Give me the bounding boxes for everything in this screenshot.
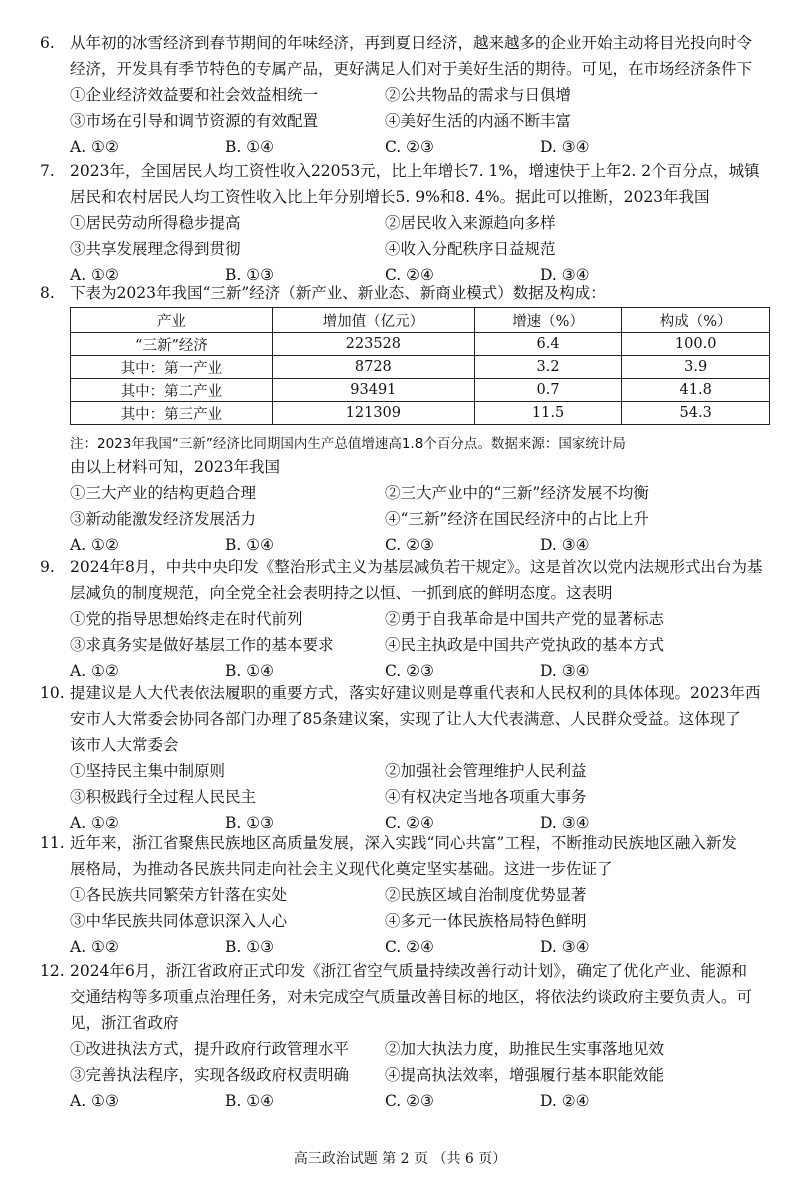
table-cell: 0.7 — [474, 379, 622, 402]
table-cell: 223528 — [272, 333, 474, 356]
question-number: 7. — [40, 162, 55, 180]
answer-d: D. ③④ — [540, 138, 590, 156]
data-table — [70, 307, 770, 425]
question-number: 11. — [40, 834, 65, 852]
table-cell: 3.2 — [474, 356, 622, 379]
answer-d: D. ③④ — [540, 266, 590, 284]
option-3: ③完善执法程序，实现各级政府权责明确 — [70, 1066, 350, 1084]
table-header-row — [71, 308, 770, 333]
question-8 — [40, 280, 770, 306]
question-stem: 提建议是人大代表依法履职的重要方式，落实好建议则是尊重代表和人民权利的具体体现。2023年西 — [70, 684, 761, 702]
answer-b: B. ①③ — [225, 814, 275, 832]
answer-a: A. ①② — [70, 138, 119, 156]
table-note: 注：2023年我国“三新”经济比同期国内生产总值增速高1.8个百分点。数据来源：国家统计局 — [70, 436, 626, 452]
table-row — [71, 402, 770, 425]
table-cell: 93491 — [272, 379, 474, 402]
option-4: ④提高执法效率，增强履行基本职能效能 — [385, 1066, 665, 1084]
answer-c: C. ②④ — [385, 266, 434, 284]
question-stem: 2024年6月，浙江省政府正式印发《浙江省空气质量持续改善行动计划》，确定了优化产业、能源和 — [70, 962, 748, 980]
option-4: ④收入分配秩序日益规范 — [385, 240, 556, 258]
question-number: 12. — [40, 962, 65, 980]
question-stem: 展格局，为推动各民族共同走向社会主义现代化奠定坚实基础。这进一步佐证了 — [70, 860, 613, 878]
question-stem: 近年来，浙江省聚焦民族地区高质量发展，深入实践“同心共富”工程，不断推动民族地区融入新发 — [70, 834, 737, 852]
option-3: ③积极践行全过程人民民主 — [70, 788, 257, 806]
question-stem: 居民和农村居民人均工资性收入比上年分别增长5. 9%和8. 4%。据此可以推断，2023年我国 — [70, 188, 710, 206]
question-stem: 层减负的制度规范，向全党全社会表明持之以恒、一抓到底的鲜明态度。这表明 — [70, 584, 613, 602]
column-header: 增速（%） — [474, 308, 622, 333]
table-row — [71, 333, 770, 356]
table-row — [71, 379, 770, 402]
option-3: ③共享发展理念得到贯彻 — [70, 240, 241, 258]
table-cell: 其中：第二产业 — [71, 379, 273, 402]
option-4: ④美好生活的内涵不断丰富 — [385, 112, 572, 130]
question-7 — [40, 158, 770, 288]
option-3: ③求真务实是做好基层工作的基本要求 — [70, 636, 334, 654]
table-cell: 121309 — [272, 402, 474, 425]
table-cell: 100.0 — [622, 333, 770, 356]
option-1: ①各民族共同繁荣方针落在实处 — [70, 886, 288, 904]
option-1: ①三大产业的结构更趋合理 — [70, 484, 257, 502]
question-stem: 该市人大常委会 — [70, 736, 179, 754]
question-10 — [40, 680, 770, 836]
question-number: 8. — [40, 284, 55, 302]
question-stem: 下表为2023年我国“三新”经济（新产业、新业态、新商业模式）数据及构成： — [70, 284, 606, 302]
question-stem: 交通结构等多项重点治理任务，对未完成空气质量改善目标的地区，将依法约谈政府主要负责人。可 — [70, 988, 753, 1006]
answer-b: B. ①④ — [225, 138, 275, 156]
answer-c: C. ②④ — [385, 814, 434, 832]
option-4: ④民主执政是中国共产党执政的基本方式 — [385, 636, 665, 654]
table-cell: 3.9 — [622, 356, 770, 379]
answer-c: C. ②③ — [385, 662, 434, 680]
answer-c: C. ②④ — [385, 938, 434, 956]
option-2: ②加大执法力度，助推民生实事落地见效 — [385, 1040, 665, 1058]
option-3: ③新动能激发经济发展活力 — [70, 510, 257, 528]
table-cell: 其中：第三产业 — [71, 402, 273, 425]
table-row — [71, 356, 770, 379]
question-stem: 见，浙江省政府 — [70, 1014, 179, 1032]
column-header: 增加值（亿元） — [272, 308, 474, 333]
answer-a: A. ①② — [70, 814, 119, 832]
question-number: 9. — [40, 558, 55, 576]
question-11 — [40, 830, 770, 960]
page-footer: 高三政治试题 第 2 页 （共 6 页） — [293, 1151, 507, 1167]
option-2: ②三大产业中的“三新”经济发展不均衡 — [385, 484, 649, 502]
answer-b: B. ①④ — [225, 1092, 275, 1110]
question-stem: 2024年8月，中共中央印发《整治形式主义为基层减负若干规定》。这是首次以党内法规形式出台为基 — [70, 558, 763, 576]
answer-d: D. ③④ — [540, 662, 590, 680]
option-1: ①企业经济效益要和社会效益相统一 — [70, 86, 319, 104]
question-number: 6. — [40, 34, 55, 52]
option-2: ②公共物品的需求与日俱增 — [385, 86, 572, 104]
option-2: ②居民收入来源趋向多样 — [385, 214, 556, 232]
option-3: ③市场在引导和调节资源的有效配置 — [70, 112, 319, 130]
question-9 — [40, 554, 770, 684]
answer-a: A. ①② — [70, 536, 119, 554]
question-stem: 由以上材料可知，2023年我国 — [70, 458, 280, 476]
table-cell: 54.3 — [622, 402, 770, 425]
option-4: ④有权决定当地各项重大事务 — [385, 788, 587, 806]
answer-d: D. ③④ — [540, 814, 590, 832]
answer-d: D. ③④ — [540, 536, 590, 554]
answer-a: A. ①② — [70, 662, 119, 680]
option-2: ②勇于自我革命是中国共产党的显著标志 — [385, 610, 665, 628]
question-stem: 2023年，全国居民人均工资性收入22053元，比上年增长7. 1%，增速快于上年2. 2个百分点，城镇 — [70, 162, 760, 180]
column-header: 构成（%） — [622, 308, 770, 333]
option-3: ③中华民族共同体意识深入人心 — [70, 912, 288, 930]
question-number: 10. — [40, 684, 65, 702]
option-1: ①改进执法方式，提升政府行政管理水平 — [70, 1040, 350, 1058]
answer-d: D. ③④ — [540, 938, 590, 956]
answer-c: C. ②③ — [385, 536, 434, 554]
answer-b: B. ①③ — [225, 938, 275, 956]
table-cell: 其中：第一产业 — [71, 356, 273, 379]
answer-b: B. ①④ — [225, 662, 275, 680]
option-1: ①党的指导思想始终走在时代前列 — [70, 610, 303, 628]
question-stem: 安市人大常委会协同各部门办理了85条建议案，实现了让人大代表满意、人民群众受益。这体现了 — [70, 710, 741, 728]
answer-a: A. ①② — [70, 266, 119, 284]
question-6 — [40, 30, 770, 160]
answer-a: A. ①② — [70, 938, 119, 956]
option-4: ④“三新”经济在国民经济中的占比上升 — [385, 510, 649, 528]
column-header: 产业 — [71, 308, 273, 333]
answer-c: C. ②③ — [385, 1092, 434, 1110]
answer-a: A. ①③ — [70, 1092, 119, 1110]
option-1: ①坚持民主集中制原则 — [70, 762, 226, 780]
question-12 — [40, 958, 770, 1114]
option-2: ②加强社会管理维护人民利益 — [385, 762, 587, 780]
answer-b: B. ①④ — [225, 536, 275, 554]
question-stem: 经济，开发具有季节特色的专属产品，更好满足人们对于美好生活的期待。可见，在市场经济条件下 — [70, 60, 753, 78]
option-4: ④多元一体民族格局特色鲜明 — [385, 912, 587, 930]
table-cell: 6.4 — [474, 333, 622, 356]
answer-b: B. ①③ — [225, 266, 275, 284]
option-1: ①居民劳动所得稳步提高 — [70, 214, 241, 232]
table-cell: “三新”经济 — [71, 333, 273, 356]
table-cell: 11.5 — [474, 402, 622, 425]
option-2: ②民族区域自治制度优势显著 — [385, 886, 587, 904]
table-cell: 41.8 — [622, 379, 770, 402]
question-stem: 从年初的冰雪经济到春节期间的年味经济，再到夏日经济，越来越多的企业开始主动将目光投向时令 — [70, 34, 753, 52]
question-8-options — [40, 454, 770, 558]
table-cell: 8728 — [272, 356, 474, 379]
answer-d: D. ②④ — [540, 1092, 590, 1110]
answer-c: C. ②③ — [385, 138, 434, 156]
